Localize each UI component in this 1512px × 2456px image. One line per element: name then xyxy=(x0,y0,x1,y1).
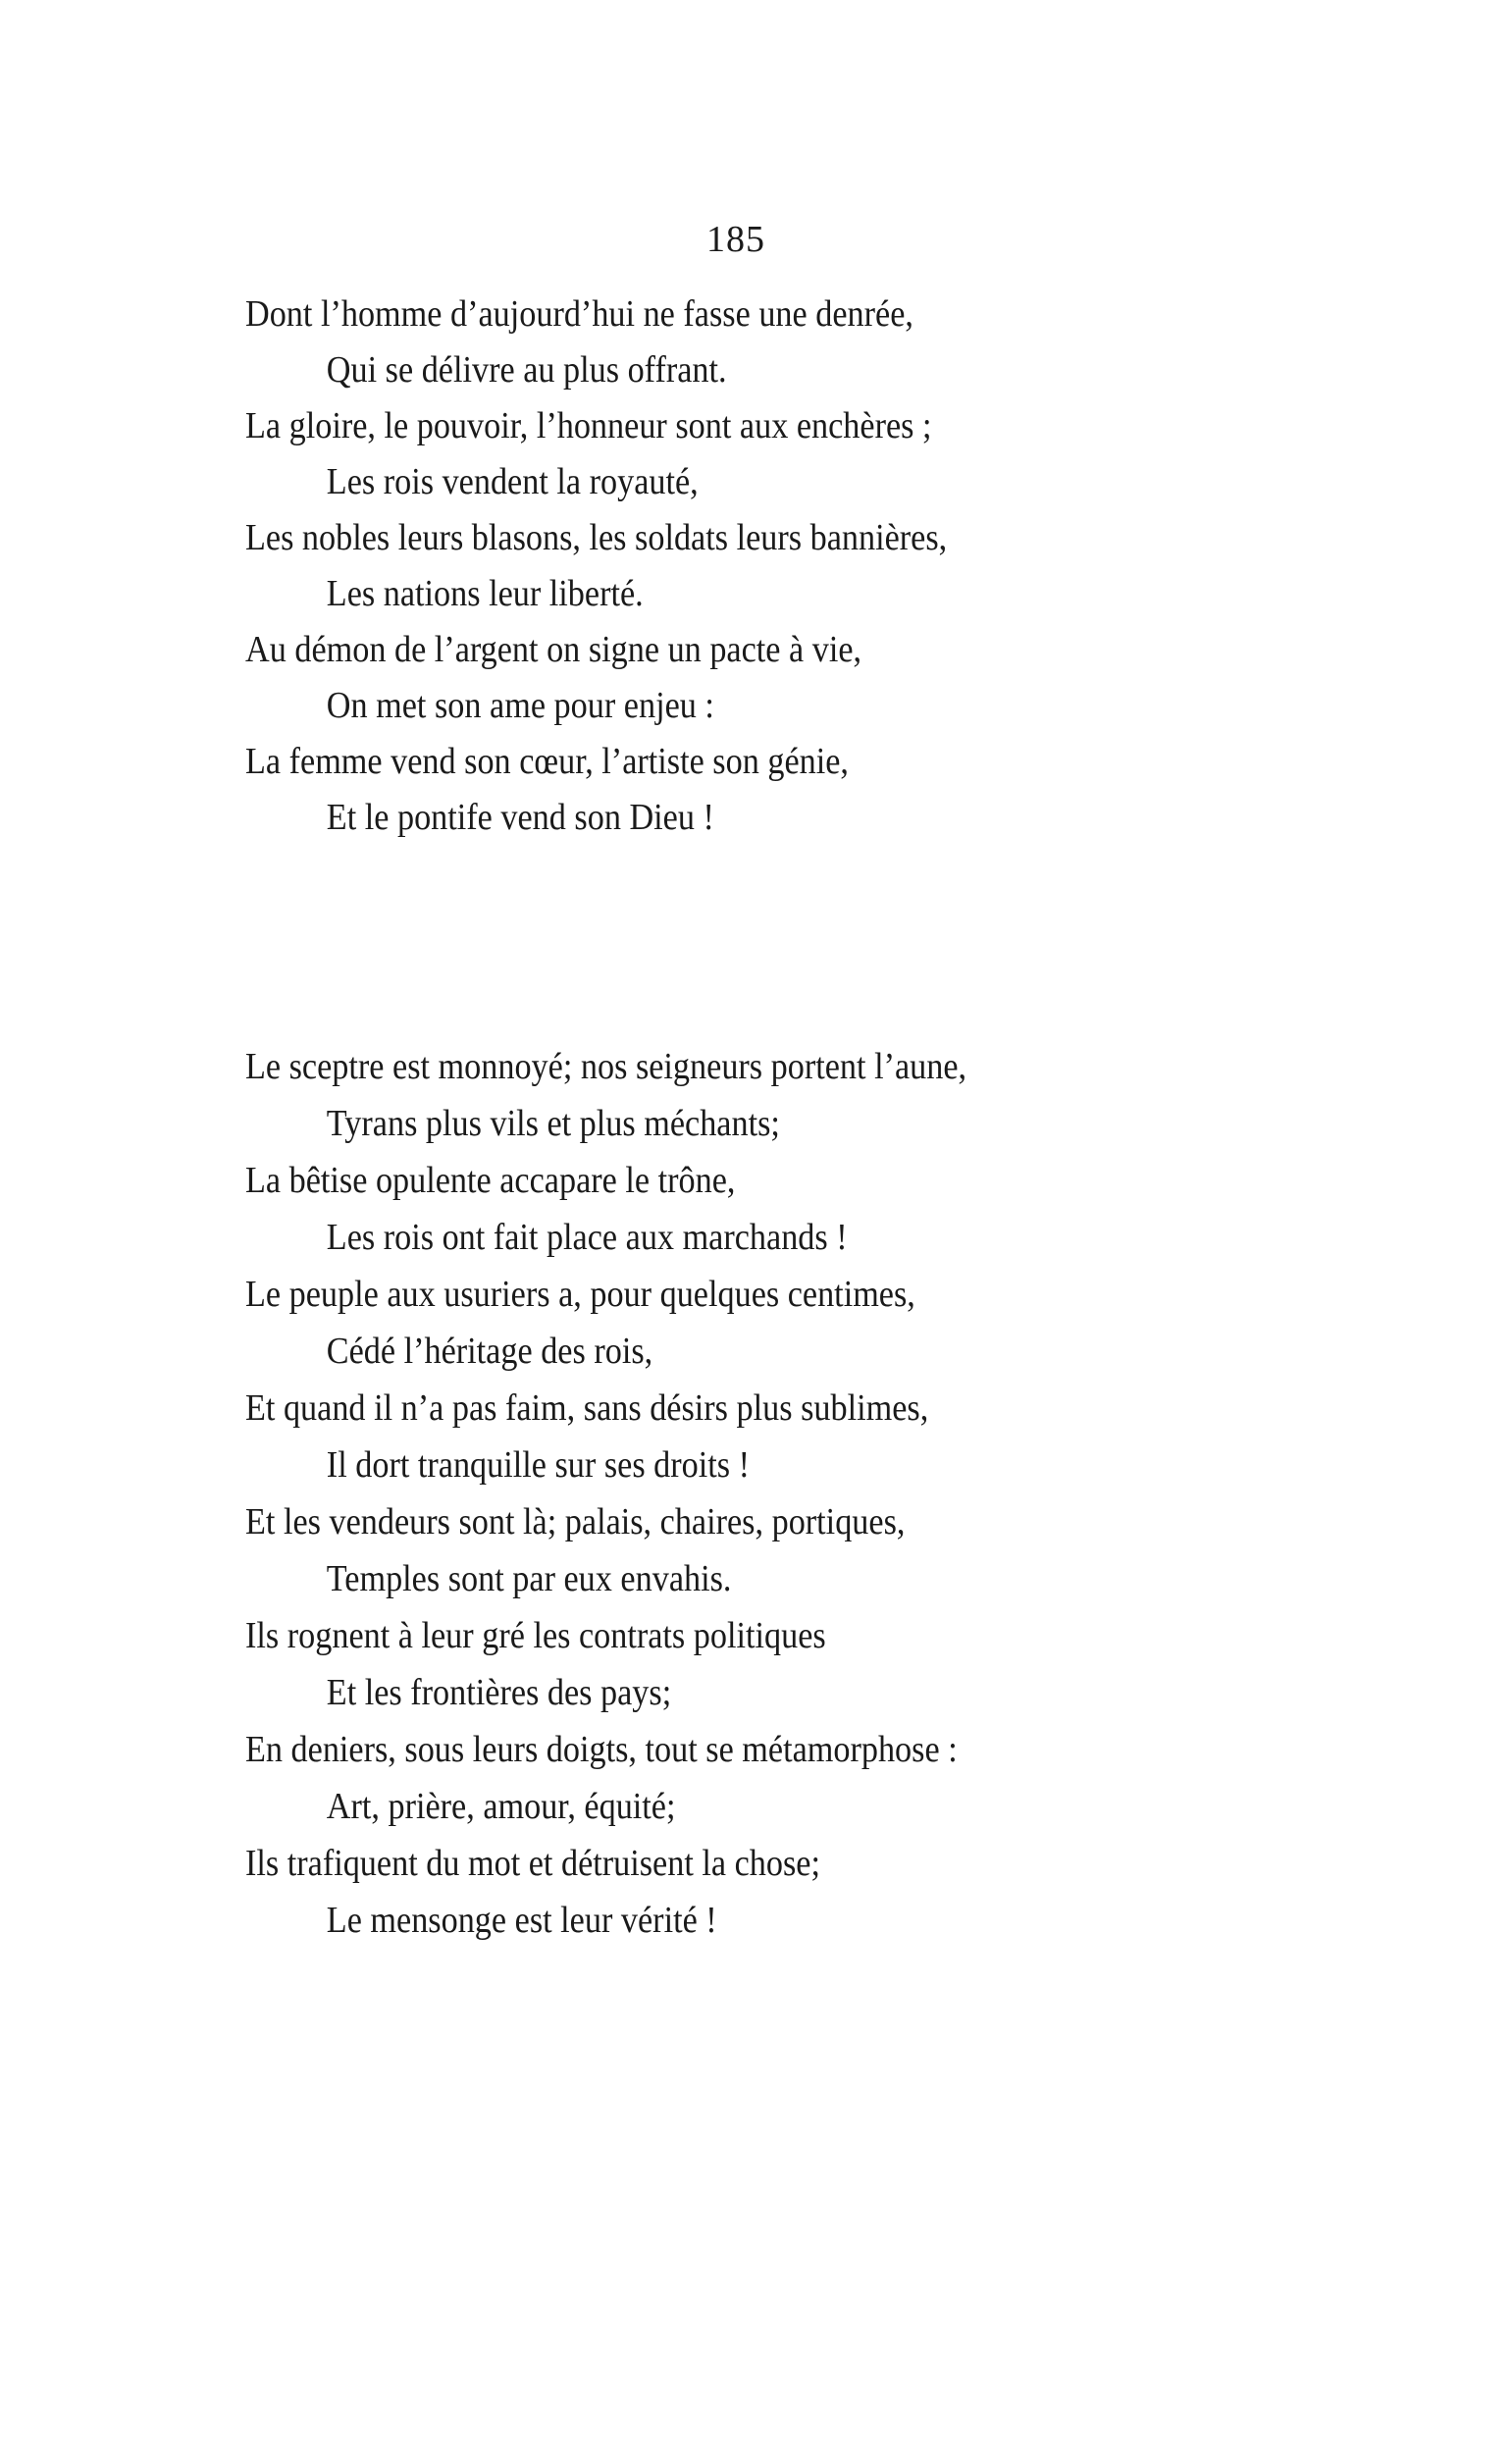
verse-line: On met son ame pour enjeu : xyxy=(326,685,714,726)
verse-line: Les nobles leurs blasons, les soldats leurs bannières, xyxy=(245,517,948,558)
verse-line: Le mensonge est leur vérité ! xyxy=(326,1900,717,1941)
verse-line: Les rois ont fait place aux marchands ! xyxy=(326,1217,848,1258)
verse-line: Et les vendeurs sont là; palais, chaires, portiques, xyxy=(245,1501,906,1542)
verse-line: La bêtise opulente accapare le trône, xyxy=(245,1160,736,1201)
verse-line: Au démon de l’argent on signe un pacte à vie, xyxy=(245,629,862,670)
verse-line: Ils rognent à leur gré les contrats politiques xyxy=(245,1615,826,1656)
verse-line: Et quand il n’a pas faim, sans désirs plus sublimes, xyxy=(245,1387,929,1429)
verse-line: Il dort tranquille sur ses droits ! xyxy=(326,1444,751,1486)
verse-line: Dont l’homme d’aujourd’hui ne fasse une denrée, xyxy=(245,293,913,335)
verse-line: La femme vend son cœur, l’artiste son génie, xyxy=(245,741,849,782)
verse-line: Art, prière, amour, équité; xyxy=(326,1786,676,1827)
verse-line: Et le pontife vend son Dieu ! xyxy=(326,797,714,838)
verse-line: Temples sont par eux envahis. xyxy=(326,1558,732,1599)
verse-line: Le sceptre est monnoyé; nos seigneurs portent l’aune, xyxy=(245,1046,967,1087)
verse-line: Cédé l’héritage des rois, xyxy=(326,1331,653,1372)
verse-line: Les rois vendent la royauté, xyxy=(326,461,699,502)
stanza-2 xyxy=(245,1038,1047,1949)
verse-line: Et les frontières des pays; xyxy=(326,1672,672,1713)
verse-line: Tyrans plus vils et plus méchants; xyxy=(326,1103,780,1144)
verse-line: Ils trafiquent du mot et détruisent la chose; xyxy=(245,1843,820,1884)
verse-line: Les nations leur liberté. xyxy=(326,573,644,614)
page-number: 185 xyxy=(706,219,765,260)
stanza-1 xyxy=(245,287,1025,846)
verse-line: En deniers, sous leurs doigts, tout se métamorphose : xyxy=(245,1729,958,1770)
verse-line: Qui se délivre au plus offrant. xyxy=(326,349,727,391)
verse-line: La gloire, le pouvoir, l’honneur sont aux enchères ; xyxy=(245,405,932,446)
verse-line: Le peuple aux usuriers a, pour quelques centimes, xyxy=(245,1274,915,1315)
